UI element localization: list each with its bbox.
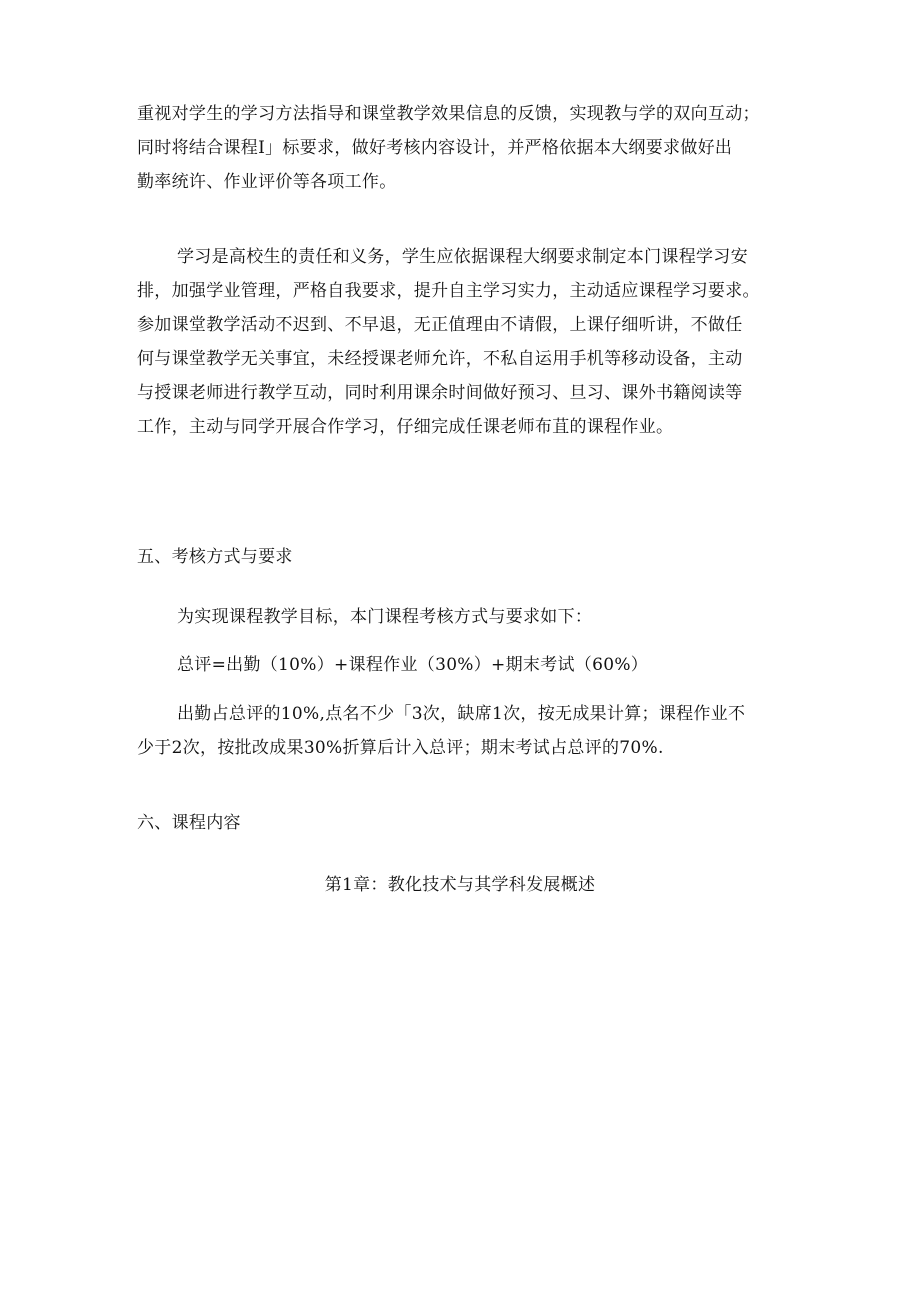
text-line: 勤率统许、作业评价等各项工作。 [137, 172, 397, 192]
text-line: 与授课老师进行教学互动，同时利用课余时间做好预习、旦习、课外书籍阅读等 [137, 383, 743, 403]
assessment-detail [137, 697, 787, 765]
text-line: 排，加强学业管理，严格自我要求，提升自主学习实力，主动适应课程学习要求。 [137, 281, 760, 301]
chapter-title: 第1章：教化技术与其学科发展概述 [324, 875, 596, 895]
text-line: 学习是高校生的责任和义务，学生应依据课程大纲要求制定本门课程学习安 [177, 247, 748, 267]
text-line: 何与课堂教学无关事宜，未经授课老师允许，不私自运用手机等移动设备，主动 [137, 349, 743, 369]
text-line: 出勤占总评的10%,点名不少「3次，缺席1次，按无成果计算；课程作业不 [177, 704, 746, 724]
assessment-intro: 为实现课程教学目标，本门课程考核方式与要求如下： [177, 607, 593, 627]
section-heading-course-content: 六、课程内容 [137, 813, 241, 833]
text-line: 工作，主动与同学开展合作学习，仔细完成任课老师布苴的课程作业。 [137, 417, 674, 437]
paragraph-teaching-feedback [137, 97, 787, 199]
grade-formula: 总评=出勤（10%）+课程作业（30%）+期末考试（60%） [177, 655, 649, 675]
text-line: 同时将结合课程I」标要求，做好考核内容设计，并严格依据本大纲要求做好出 [137, 138, 733, 158]
text-line: 参加课堂教学活动不迟到、不早退，无正值理由不请假，上课仔细听讲，不做任 [137, 315, 743, 335]
section-heading-assessment: 五、考核方式与要求 [137, 547, 293, 567]
text-line: 重视对学生的学习方法指导和课堂教学效果信息的反馈，实现教与学的双向互动； [137, 104, 760, 124]
text-line: 少于2次，按批改成果30%折算后计入总评；期末考试占总评的70%. [137, 738, 664, 758]
paragraph-student-responsibility [137, 240, 787, 444]
